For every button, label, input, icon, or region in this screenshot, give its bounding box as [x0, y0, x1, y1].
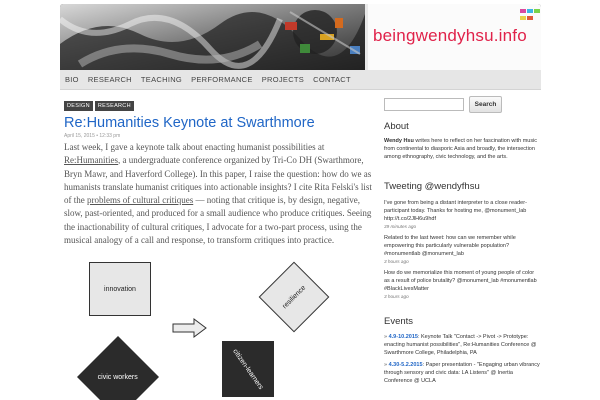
- post-title[interactable]: Re:Humanities Keynote at Swarthmore: [64, 115, 315, 131]
- sidebar-events: [384, 316, 540, 385]
- about-text: [384, 137, 540, 161]
- header-photo: [60, 4, 365, 70]
- diagram-innovation-box: [89, 262, 151, 316]
- diagram-innovation-label: innovation: [104, 285, 136, 293]
- tweet-text[interactable]: How do we memorialize this moment of young people of color as a result of police brutality? @monument_lab #monumentlab #BlackLivesMatter: [384, 270, 537, 292]
- post-body-text: — noting that critique is, by design, negative, slow, past-oriented, and produced for a small audience who produce critiques. Seeing the inactionability of cultural critiques, I advocate for a two-part process, using the musical analogy of a call and response, to transform critiques into practice.: [64, 195, 372, 246]
- tweet-time[interactable]: 3 hours ago: [384, 259, 409, 264]
- diagram-civic-workers-box: [77, 336, 159, 400]
- rehumanities-link[interactable]: Re:Humanities: [64, 155, 118, 166]
- sidebar-tweets: [384, 181, 540, 300]
- about-heading: About: [384, 121, 409, 132]
- post-date: April 15, 2015 • 12:33 pm: [64, 133, 121, 139]
- event-item: [384, 333, 540, 357]
- post-body: [64, 141, 372, 247]
- site-title-panel[interactable]: [365, 4, 541, 70]
- nav-item-teaching[interactable]: TEACHING: [140, 75, 183, 84]
- bullet-icon: »: [384, 362, 389, 368]
- nav-item-performance[interactable]: PERFORMANCE: [191, 75, 253, 84]
- tweets-heading: Tweeting @wendyfhsu: [384, 181, 480, 192]
- tweet-text[interactable]: I've gone from being a distant interpreter to a close reader-participant today. Thanks for hosting me, @monument_lab http://t.co/2JlH6u9hdf: [384, 200, 527, 222]
- events-heading: Events: [384, 316, 414, 327]
- event-text: : Paper presentation - "Engaging urban vibrancy through sensory and civic data: LA Listens" @ Inertia Conference @ UCLA: [384, 362, 540, 384]
- event-item: [384, 361, 540, 385]
- diagram-resilience-box: [259, 262, 330, 333]
- event-text: : Keynote Talk "Contact -> Pivot -> Prototype: enacting humanist possibilities", Re:Humanities Conference @ Swarthmore College, Philadelphia, PA: [384, 334, 537, 356]
- event-date[interactable]: 4.30-5.2.2015: [388, 362, 423, 368]
- site-title[interactable]: beingwendyhsu.info: [373, 26, 527, 45]
- diagram-citizen-learners-label: citizen-learners: [231, 347, 265, 391]
- header-banner: [60, 4, 541, 70]
- post-body-text: Last week, I gave a keynote talk about enacting humanist possibilities at: [64, 142, 325, 152]
- event-date[interactable]: 4.9-10.2015: [388, 334, 418, 340]
- tag-research[interactable]: RESEARCH: [95, 101, 134, 111]
- about-description: writes here to reflect on her fascination with music from continental to diasporic Asia and broadly, the intersection among ethnography, civic technology, and the arts.: [384, 138, 538, 160]
- nav-item-contact[interactable]: CONTACT: [313, 75, 351, 84]
- search-input[interactable]: [384, 98, 464, 111]
- tweet-item: [384, 199, 540, 230]
- diagram-citizen-learners-box: [222, 341, 274, 397]
- main-nav: [60, 70, 541, 90]
- tweet-time[interactable]: 39 minutes ago: [384, 224, 417, 229]
- diagram-civic-workers-label: civic workers: [97, 373, 139, 381]
- bullet-icon: »: [384, 334, 389, 340]
- arrow-right-icon: [172, 318, 208, 338]
- nav-item-bio[interactable]: BIO: [65, 75, 79, 84]
- nav-item-projects[interactable]: PROJECTS: [261, 75, 305, 84]
- tweet-item: [384, 269, 540, 300]
- diagram-resilience-label: resilience: [281, 284, 307, 310]
- sidebar-about: [384, 121, 540, 161]
- nav-item-research[interactable]: RESEARCH: [87, 75, 132, 84]
- tweet-item: [384, 234, 540, 265]
- post-diagram: [64, 250, 372, 400]
- cultural-critiques-link[interactable]: problems of cultural critiques: [87, 195, 194, 206]
- about-name: Wendy Hsu: [384, 138, 414, 144]
- tweet-text[interactable]: Related to the last tweet: how can we remember while empowering this particularly vulnerable population? #monumentlab @monument_lab: [384, 235, 516, 257]
- post-body-text: , a undergraduate conference organized by Tri-Co DH (Swarthmore, Bryn Mawr, and Haverford College). In this paper, I raise the question: how do we as humanists translate humanist critiques into actionable insights? I cite Rita Felski's list of the: [64, 155, 372, 206]
- tag-design[interactable]: DESIGN: [64, 101, 93, 111]
- tweet-time[interactable]: 3 hours ago: [384, 294, 409, 299]
- search-button[interactable]: Search: [469, 96, 502, 113]
- post-tags: [64, 101, 134, 111]
